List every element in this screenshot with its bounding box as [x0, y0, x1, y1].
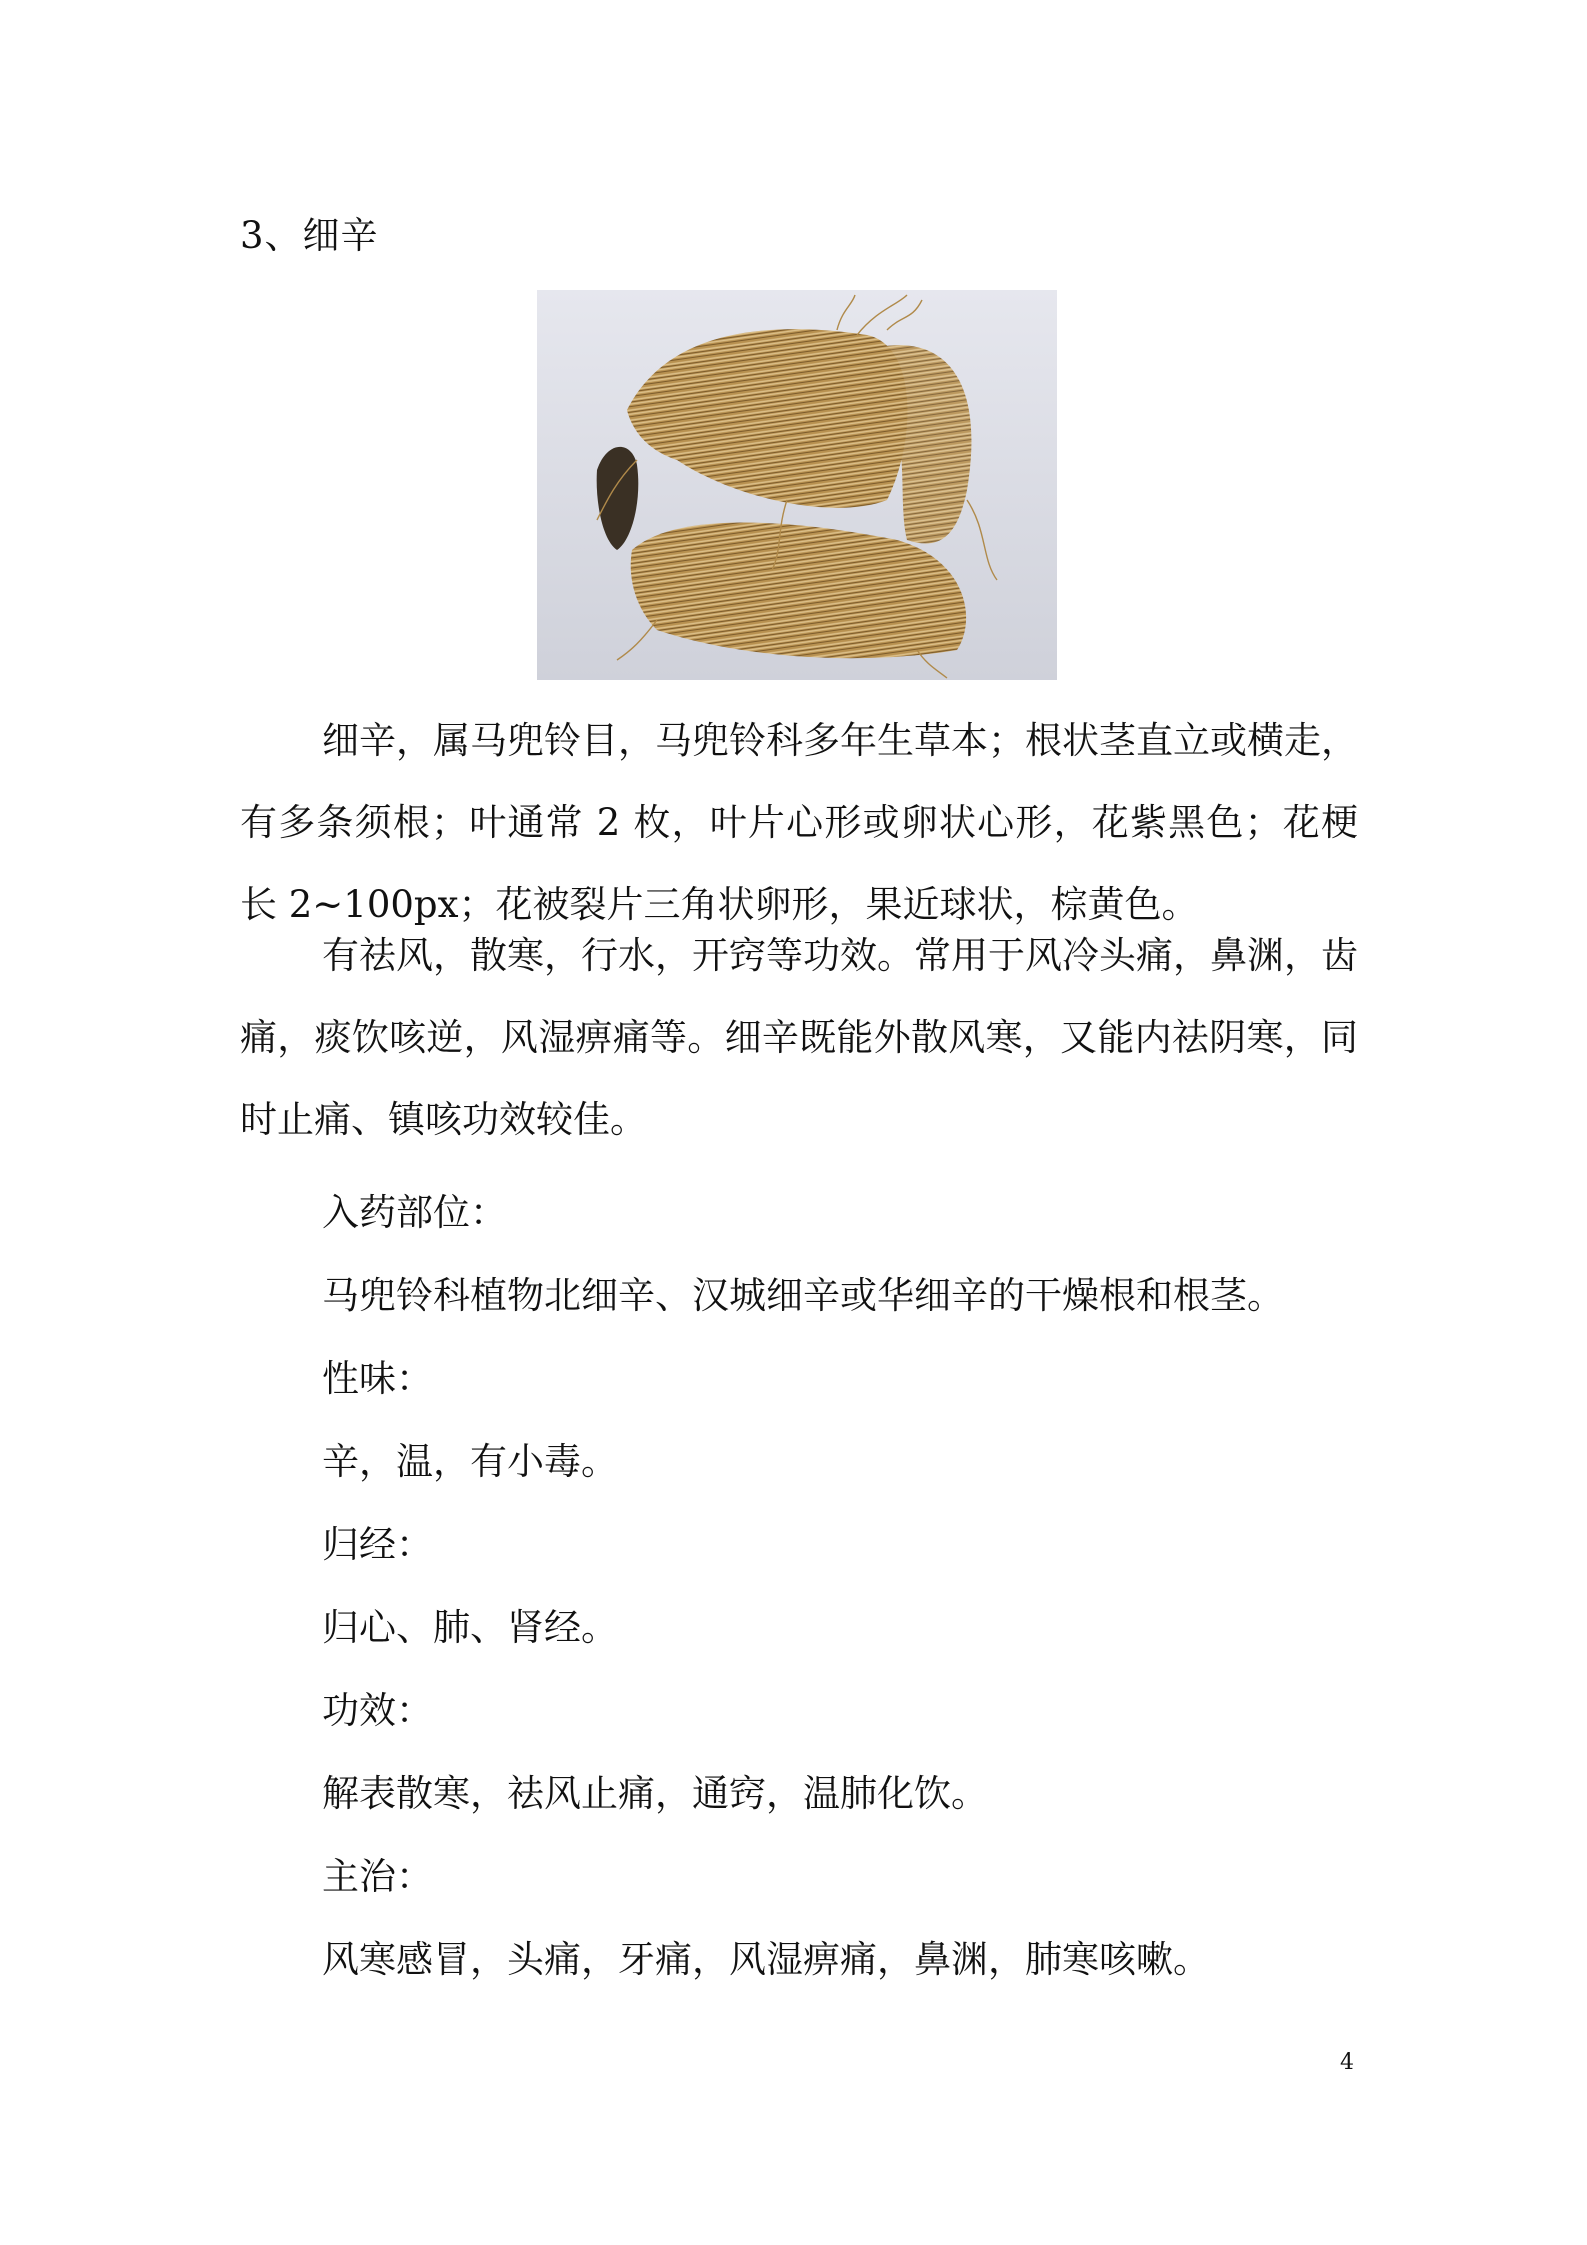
description-paragraph: 细辛，属马兜铃目，马兜铃科多年生草本；根状茎直立或横走，有多条须根；叶通常 2 枚，叶片心形或卵状心形，花紫黑色；花梗长 2~100px；花被裂片三角状卵形，果近球状，棕黄色。 — [240, 719, 1358, 926]
page-number: 4 — [1340, 2050, 1354, 2075]
field-value-efficacy: 解表散寒，祛风止痛，通窍，温肺化饮。 — [322, 1772, 988, 1815]
field-label-meridian: 归经： — [322, 1523, 433, 1566]
section-title: 3、细辛 — [240, 214, 379, 257]
field-label-efficacy: 功效： — [322, 1689, 433, 1732]
effects-paragraph: 有祛风，散寒，行水，开窍等功效。常用于风冷头痛，鼻渊，齿痛，痰饮咳逆，风湿痹痛等。细辛既能外散风寒，又能内祛阴寒，同时止痛、镇咳功效较佳。 — [240, 934, 1358, 1141]
field-label-taste: 性味： — [322, 1357, 433, 1400]
field-label-medicinal-part: 入药部位： — [322, 1191, 507, 1234]
field-label-indications: 主治： — [322, 1855, 433, 1898]
herb-photo — [537, 290, 1057, 680]
field-value-medicinal-part: 马兜铃科植物北细辛、汉城细辛或华细辛的干燥根和根茎。 — [322, 1274, 1284, 1317]
field-value-indications: 风寒感冒，头痛，牙痛，风湿痹痛，鼻渊，肺寒咳嗽。 — [322, 1938, 1210, 1981]
field-value-meridian: 归心、肺、肾经。 — [322, 1606, 618, 1649]
field-value-taste: 辛，温，有小毒。 — [322, 1440, 618, 1483]
